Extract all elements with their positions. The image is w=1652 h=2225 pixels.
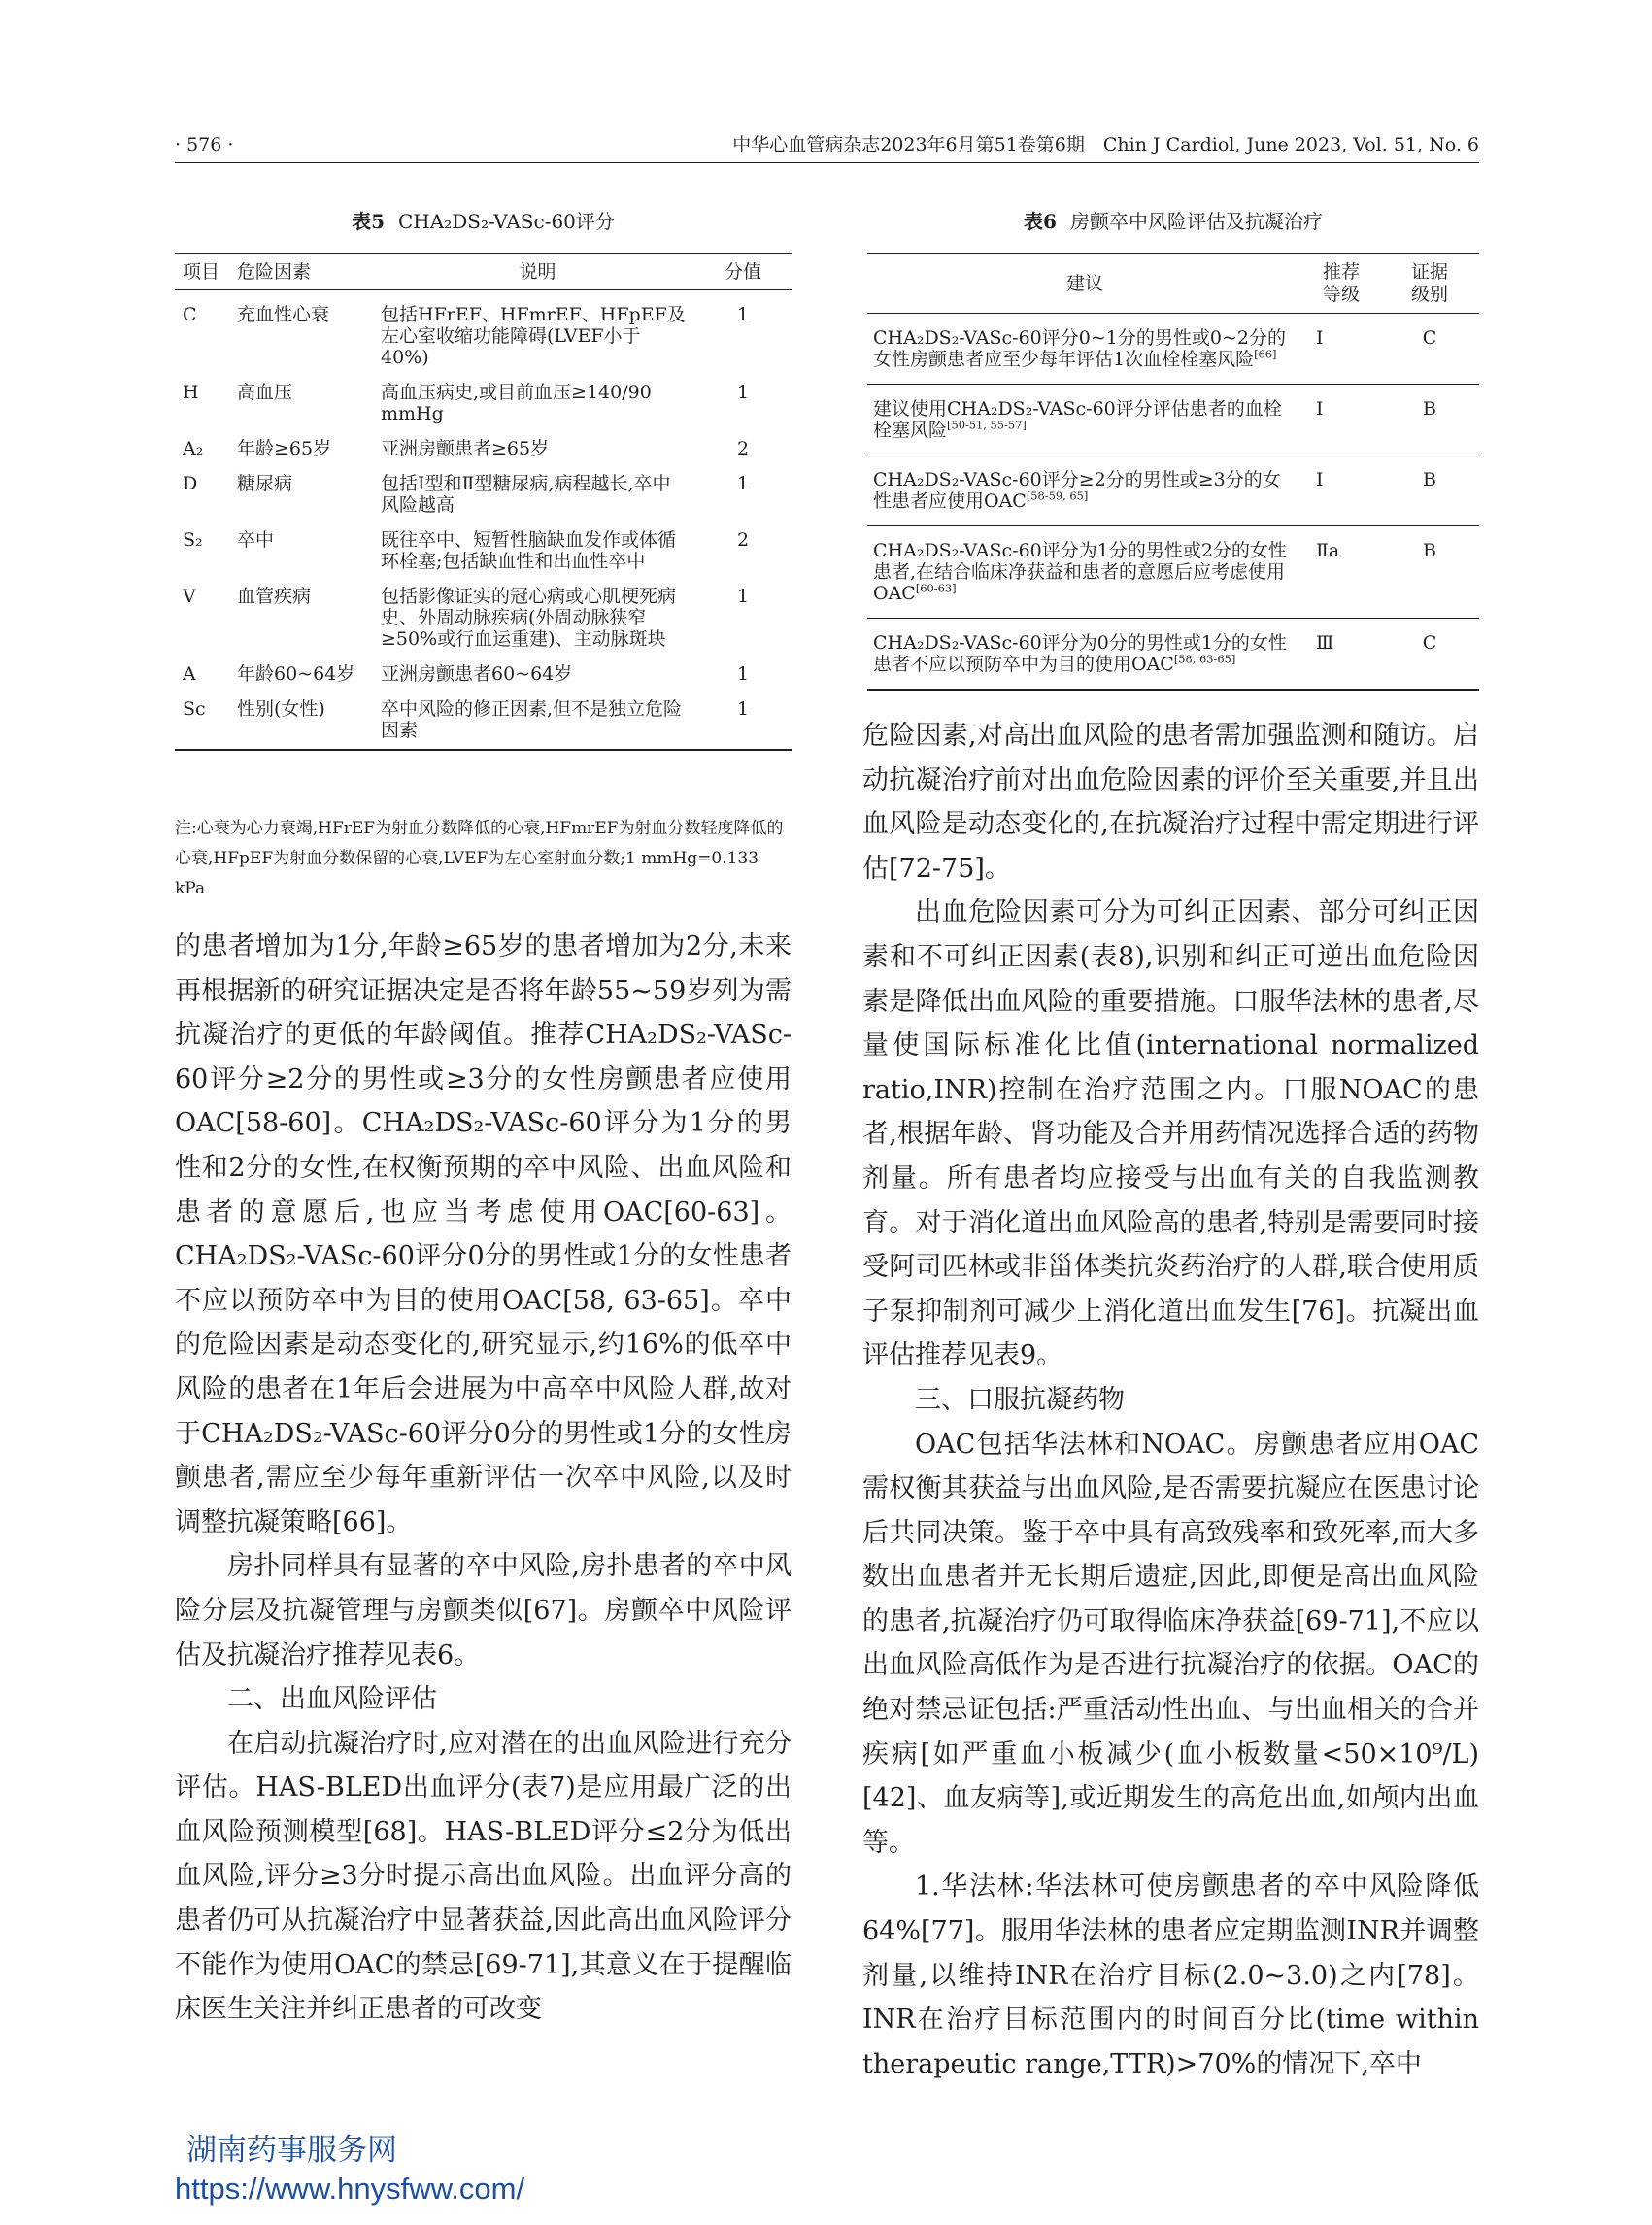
table5-caption: CHA₂DS₂-VASc-60评分 bbox=[398, 210, 615, 233]
table5-desc: 卒中风险的修正因素,但不是独立危险因素 bbox=[381, 685, 694, 750]
table6-recommendation: 建议使用CHA₂DS₂-VASc-60评分评估患者的血栓栓塞风险[50-51, 55-57] bbox=[867, 385, 1302, 455]
table-row bbox=[175, 459, 792, 516]
table6-class: Ⅲ bbox=[1302, 619, 1380, 691]
left-column bbox=[175, 925, 792, 2032]
table5-desc: 亚洲房颤患者60~64岁 bbox=[381, 663, 573, 685]
table6-level: C bbox=[1380, 314, 1479, 385]
watermark-name: 湖南药事服务网 bbox=[186, 2133, 397, 2167]
table-row bbox=[867, 385, 1479, 455]
section-heading-bleeding-risk: 二、出血风险评估 bbox=[227, 1684, 437, 1715]
table5-factor: 高血压 bbox=[237, 382, 293, 403]
table5 bbox=[175, 253, 792, 751]
right-paragraph-2: 出血危险因素可分为可纠正因素、部分可纠正因素和不可纠正因素(表8),识别和纠正可逆出血危险因素是降低出血风险的重要措施。口服华法林的患者,尽量使国际标准化比值(international normalized ratio,INR)控制在治疗范围之内。口服NOAC的患者,根据年龄、肾功能及合并用药情况选择合适的药物剂量。所有患者均应接受与出血有关的自我监测教育。对于消化道出血风险高的患者,特别是需要同时接受阿司匹林或非甾体类抗炎药治疗的人群,联合使用质子泵抑制剂可减少上消化道出血发生[76]。抗凝出血评估推荐见表9。 bbox=[862, 897, 1479, 1371]
table6-recommendation: CHA₂DS₂-VASc-60评分为1分的男性或2分的女性患者,在结合临床净获益和患者的意愿后应考虑使用OAC[60-63] bbox=[867, 526, 1302, 619]
table5-title bbox=[175, 208, 792, 235]
table5-header-score: 分值 bbox=[694, 253, 792, 290]
table5-item: A bbox=[183, 663, 196, 685]
table5-score: 1 bbox=[736, 304, 750, 325]
table5-desc: 亚洲房颤患者≥65岁 bbox=[381, 438, 550, 459]
table5-desc: 包括影像证实的冠心病或心肌梗死病史、外周动脉疾病(外周动脉狭窄≥50%或行血运重建)、主动脉斑块 bbox=[381, 586, 677, 650]
table6-caption: 房颤卒中风险评估及抗凝治疗 bbox=[1069, 210, 1323, 233]
journal-header: 中华心血管病杂志2023年6月第51卷第6期 Chin J Cardiol, June 2023, Vol. 51, No. 6 bbox=[732, 134, 1479, 155]
table6-header-level: 证据级别 bbox=[1380, 253, 1479, 314]
table5-score: 2 bbox=[736, 438, 750, 459]
table-row bbox=[867, 314, 1479, 385]
header-rule bbox=[175, 162, 1479, 163]
left-paragraph-2: 房扑同样具有显著的卒中风险,房扑患者的卒中风险分层及抗凝管理与房颤类似[67]。房颤卒中风险评估及抗凝治疗推荐见表6。 bbox=[175, 1551, 792, 1670]
table5-item: S₂ bbox=[183, 529, 203, 551]
table6-class: Ⅰ bbox=[1302, 455, 1380, 526]
table5-item: H bbox=[183, 382, 199, 403]
watermark-url[interactable]: https://www.hnysfww.com/ bbox=[175, 2172, 525, 2206]
table5-score: 1 bbox=[694, 685, 792, 750]
table5-item: A₂ bbox=[183, 438, 204, 459]
table-row bbox=[175, 516, 792, 572]
table6-class: Ⅱa bbox=[1302, 526, 1380, 619]
table-row bbox=[867, 455, 1479, 526]
left-paragraph-1: 的患者增加为1分,年龄≥65岁的患者增加为2分,未来再根据新的研究证据决定是否将年龄55~59岁列为需抗凝治疗的更低的年龄阈值。推荐CHA₂DS₂-VASc-60评分≥2分的男性或≥3分的女性房颤患者应使用OAC[58-60]。CHA₂DS₂-VASc-60评分为1分的男性和2分的女性,在权衡预期的卒中风险、出血风险和患者的意愿后,也应当考虑使用OAC[60-63]。CHA₂DS₂-VASc-60评分0分的男性或1分的女性患者不应以预防卒中为目的使用OAC[58, 63-65]。卒中的危险因素是动态变化的,研究显示,约16%的低卒中风险的患者在1年后会进展为中高卒中风险人群,故对于CHA₂DS₂-VASc-60评分0分的男性或1分的女性房颤患者,需应至少每年重新评估一次卒中风险,以及时调整抗凝策略[66]。 bbox=[175, 931, 792, 1537]
table6-header-class: 推荐等级 bbox=[1302, 253, 1380, 314]
table-row bbox=[175, 368, 792, 424]
left-paragraph-3: 在启动抗凝治疗时,应对潜在的出血风险进行充分评估。HAS-BLED出血评分(表7)是应用最广泛的出血风险预测模型[68]。HAS-BLED评分≤2分为低出血风险,评分≥3分时提示高出血风险。出血评分高的患者仍可从抗凝治疗中显著获益,因此高出血风险评分不能作为使用OAC的禁忌[69-71],其意义在于提醒临床医生关注并纠正患者的可改变 bbox=[175, 1728, 792, 2025]
table5-desc: 包括HFrEF、HFmrEF、HFpEF及左心室收缩功能障碍(LVEF小于40%) bbox=[381, 304, 686, 368]
table5-note: 注:心衰为心力衰竭,HFrEF为射血分数降低的心衰,HFmrEF为射血分数轻度降低的心衰,HFpEF为射血分数保留的心衰,LVEF为左心室射血分数;1 mmHg=0.133 kPa bbox=[175, 819, 784, 898]
table5-header-desc: 说明 bbox=[381, 253, 694, 290]
table5-item: V bbox=[183, 586, 196, 607]
table-row bbox=[175, 572, 792, 650]
table-row bbox=[867, 619, 1479, 691]
table6-level: B bbox=[1380, 526, 1479, 619]
table5-score: 2 bbox=[736, 529, 750, 551]
table5-item: Sc bbox=[175, 685, 237, 750]
table5-header-item: 项目 bbox=[175, 253, 237, 290]
table6-class: Ⅰ bbox=[1302, 385, 1380, 455]
section-heading-oral-anticoagulants: 三、口服抗凝药物 bbox=[915, 1384, 1125, 1415]
table6-level: B bbox=[1380, 455, 1479, 526]
table5-factor: 卒中 bbox=[237, 529, 275, 551]
table5-factor: 血管疾病 bbox=[237, 586, 312, 607]
table5-factor: 充血性心衰 bbox=[237, 304, 330, 325]
table6-title bbox=[867, 208, 1479, 235]
table6-class: Ⅰ bbox=[1302, 314, 1380, 385]
table5-header-factor: 危险因素 bbox=[237, 253, 381, 290]
right-paragraph-1: 危险因素,对高出血风险的患者需加强监测和随访。启动抗凝治疗前对出血危险因素的评价至关重要,并且出血风险是动态变化的,在抗凝治疗过程中需定期进行评估[72-75]。 bbox=[862, 721, 1479, 884]
table6-header-recommend: 建议 bbox=[867, 253, 1302, 314]
table-row bbox=[175, 650, 792, 685]
table5-score: 1 bbox=[736, 586, 750, 607]
table-row bbox=[175, 685, 792, 750]
table5-item: C bbox=[183, 304, 197, 325]
page-number: · 576 · bbox=[175, 134, 234, 155]
table5-desc: 高血压病史,或目前血压≥140/90 mmHg bbox=[381, 382, 652, 424]
table6-recommendation: CHA₂DS₂-VASc-60评分0~1分的男性或0~2分的女性房颤患者应至少每年评估1次血栓栓塞风险[66] bbox=[867, 314, 1302, 385]
table5-factor: 性别(女性) bbox=[237, 685, 381, 750]
table5-factor: 年龄≥65岁 bbox=[237, 438, 332, 459]
table6-level: C bbox=[1380, 619, 1479, 691]
right-paragraph-3: OAC包括华法林和NOAC。房颤患者应用OAC需权衡其获益与出血风险,是否需要抗凝应在医患讨论后共同决策。鉴于卒中具有高致残率和致死率,而大多数出血患者并无长期后遗症,因此,即便是高出血风险的患者,抗凝治疗仍可取得临床净获益[69-71],不应以出血风险高低作为是否进行抗凝治疗的依据。OAC的绝对禁忌证包括:严重活动性出血、与出血相关的合并疾病[如严重血小板减少(血小板数量<50×10⁹/L)[42]、血友病等],或近期发生的高危出血,如颅内出血等。 bbox=[862, 1429, 1479, 1858]
table5-score: 1 bbox=[736, 382, 750, 403]
table5-score: 1 bbox=[736, 473, 750, 494]
table-row bbox=[867, 526, 1479, 619]
table-row bbox=[175, 290, 792, 369]
table6-level: B bbox=[1380, 385, 1479, 455]
table5-factor: 年龄60~64岁 bbox=[237, 663, 355, 685]
table6-recommendation: CHA₂DS₂-VASc-60评分≥2分的男性或≥3分的女性患者应使用OAC[58-59, 65] bbox=[867, 455, 1302, 526]
table-row bbox=[175, 424, 792, 459]
table5-desc: 既往卒中、短暂性脑缺血发作或体循环栓塞;包括缺血性和出血性卒中 bbox=[381, 529, 677, 572]
table6 bbox=[867, 253, 1479, 691]
table5-factor: 糖尿病 bbox=[237, 473, 293, 494]
right-column bbox=[862, 714, 1479, 2086]
table6-recommendation: CHA₂DS₂-VASc-60评分为0分的男性或1分的女性患者不应以预防卒中为目的使用OAC[58, 63-65] bbox=[867, 619, 1302, 691]
table5-number: 表5 bbox=[352, 210, 385, 233]
table5-desc: 包括Ⅰ型和Ⅱ型糖尿病,病程越长,卒中风险越高 bbox=[381, 473, 671, 516]
right-paragraph-4: 1.华法林:华法林可使房颤患者的卒中风险降低64%[77]。服用华法林的患者应定期监测INR并调整剂量,以维持INR在治疗目标(2.0~3.0)之内[78]。INR在治疗目标范围内的时间百分比(time within therapeutic range,TTR)>70%的情况下,卒中 bbox=[862, 1871, 1479, 2079]
table5-item: D bbox=[183, 473, 198, 494]
table5-score: 1 bbox=[736, 663, 750, 685]
table6-number: 表6 bbox=[1024, 210, 1057, 233]
